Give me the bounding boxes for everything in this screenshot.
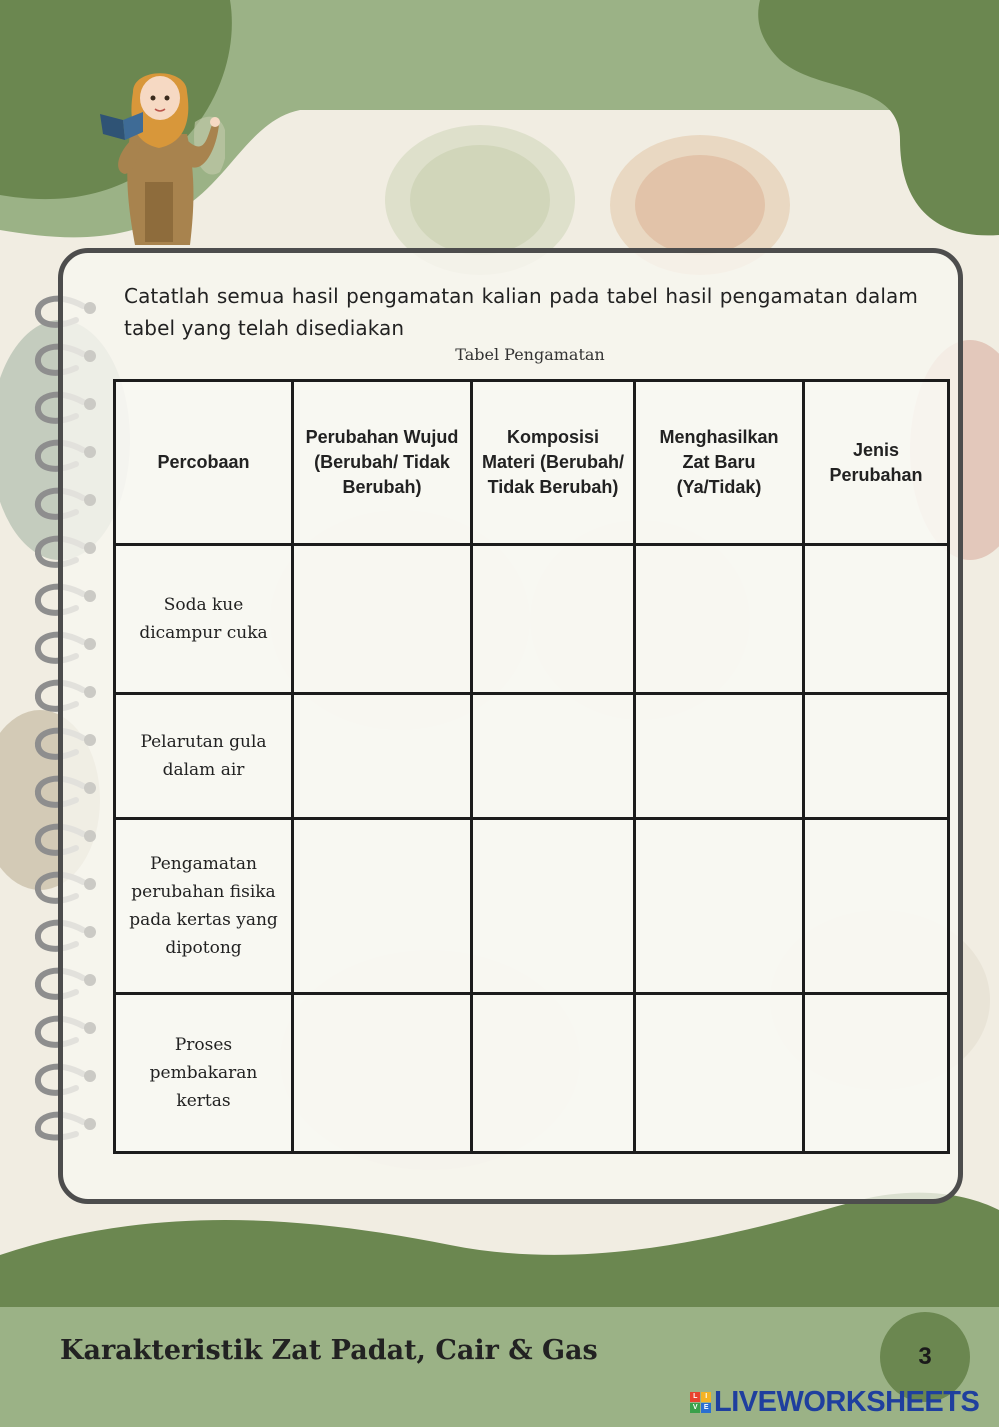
answer-cell[interactable] (293, 694, 472, 819)
answer-cell[interactable] (804, 545, 949, 694)
page-number: 3 (918, 1343, 932, 1370)
row-label: Pengamatan perubahan fisika pada kertas yang dipotong (115, 819, 293, 994)
answer-cell[interactable] (472, 545, 635, 694)
table-row (115, 994, 949, 1153)
answer-cell[interactable] (635, 819, 804, 994)
row-label: Proses pembakaran kertas (115, 994, 293, 1153)
answer-cell[interactable] (804, 694, 949, 819)
instruction-text: Catatlah semua hasil pengamatan kalian pada tabel hasil pengamatan dalam tabel yang telah disediakan (124, 284, 918, 340)
header-zat-baru: Menghasilkan Zat Baru (Ya/Tidak) (635, 381, 804, 545)
watermark-text: LIVEWORKSHEETS (714, 1385, 980, 1418)
observation-table (113, 379, 950, 1154)
answer-cell[interactable] (293, 545, 472, 694)
liveworksheets-logo-icon (690, 1392, 711, 1413)
row-label: Soda kue dicampur cuka (115, 545, 293, 694)
answer-cell[interactable] (472, 694, 635, 819)
answer-cell[interactable] (635, 994, 804, 1153)
header-jenis-perubahan: Jenis Perubahan (804, 381, 949, 545)
footer-title: Karakteristik Zat Padat, Cair & Gas (60, 1335, 598, 1366)
logo-letter: V (690, 1403, 700, 1413)
table-row (115, 694, 949, 819)
table-row (115, 819, 949, 994)
row-label: Pelarutan gula dalam air (115, 694, 293, 819)
liveworksheets-watermark[interactable] (690, 1386, 979, 1418)
answer-cell[interactable] (635, 694, 804, 819)
answer-cell[interactable] (293, 994, 472, 1153)
teacher-illustration (95, 62, 225, 247)
answer-cell[interactable] (804, 819, 949, 994)
table-row (115, 545, 949, 694)
answer-cell[interactable] (635, 545, 804, 694)
header-komposisi-materi: Komposisi Materi (Berubah/ Tidak Berubah) (472, 381, 635, 545)
logo-letter: I (701, 1392, 711, 1402)
table-caption: Tabel Pengamatan (455, 345, 605, 364)
table-header-row (115, 381, 949, 545)
logo-letter: L (690, 1392, 700, 1402)
answer-cell[interactable] (293, 819, 472, 994)
header-perubahan-wujud: Perubahan Wujud (Berubah/ Tidak Berubah) (293, 381, 472, 545)
answer-cell[interactable] (472, 819, 635, 994)
answer-cell[interactable] (472, 994, 635, 1153)
header-percobaan: Percobaan (115, 381, 293, 545)
answer-cell[interactable] (804, 994, 949, 1153)
logo-letter: E (701, 1403, 711, 1413)
